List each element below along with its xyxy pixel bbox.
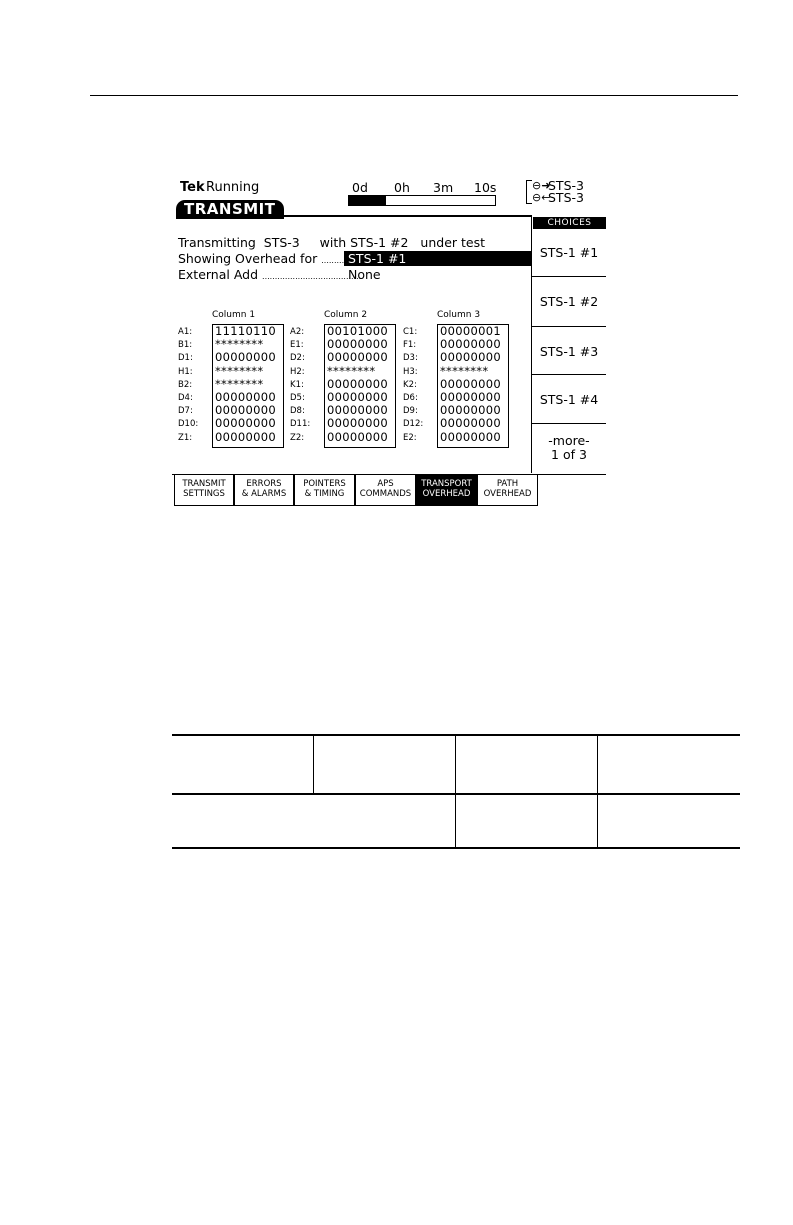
tab-label-line1: TRANSPORT	[421, 479, 472, 489]
overhead-byte-value[interactable]: 00000000	[215, 350, 276, 365]
overhead-byte-value[interactable]: 00000001	[440, 324, 501, 338]
overhead-byte-value[interactable]: 00101000	[327, 324, 388, 338]
overhead-byte-value[interactable]: ********	[327, 363, 376, 378]
overhead-byte-value[interactable]: 00000000	[327, 337, 388, 352]
tab-transport-overhead[interactable]	[416, 474, 477, 506]
overhead-byte-value[interactable]: 00000000	[440, 429, 501, 444]
test-progress-bar	[348, 195, 496, 206]
overhead-byte-value[interactable]: 00000000	[440, 376, 501, 391]
showing-line	[178, 251, 344, 266]
sts1-under-test: with STS-1 #2	[319, 235, 409, 250]
choices-title: CHOICES	[533, 217, 606, 229]
column-title: Column 3	[437, 310, 481, 320]
overhead-byte-value[interactable]: 00000000	[440, 403, 501, 418]
column-title: Column 1	[212, 310, 256, 320]
overhead-byte-value[interactable]: 00000000	[327, 429, 388, 444]
overhead-byte-label: H2:	[290, 366, 305, 377]
overhead-byte-value[interactable]: 00000000	[327, 416, 388, 431]
tab-label-line2: OVERHEAD	[483, 489, 532, 499]
overhead-byte-label: Z1:	[178, 432, 193, 443]
overhead-byte-label: B2:	[178, 379, 193, 390]
tab-transmit-settings[interactable]	[174, 474, 234, 506]
overhead-byte-value[interactable]: 00000000	[440, 416, 501, 431]
choice-divider	[532, 374, 606, 375]
overhead-byte-label: D1:	[178, 353, 193, 364]
transmit-port-icon: ⊖➜	[532, 179, 551, 192]
tab-path-overhead[interactable]	[477, 474, 538, 506]
overhead-byte-label: D4:	[178, 393, 193, 403]
receive-port-icon: ⊖←	[532, 191, 551, 204]
timer-hours: 0h	[394, 180, 410, 195]
instrument-screen	[172, 178, 606, 508]
timer-seconds: 10s	[474, 180, 497, 195]
overhead-byte-label: D3:	[403, 353, 418, 364]
table-bottom-rule	[172, 847, 740, 849]
overhead-byte-value[interactable]: 00000000	[215, 416, 276, 431]
choice-more[interactable]	[532, 434, 606, 462]
overhead-byte-label: Z2:	[290, 432, 305, 443]
tab-label-line2: SETTINGS	[183, 489, 225, 499]
overhead-byte-value[interactable]: 00000000	[215, 429, 276, 444]
tab-label-line1: POINTERS	[303, 479, 346, 489]
showing-value-field[interactable]: STS-1 #1	[344, 251, 532, 266]
overhead-byte-label: E1:	[290, 340, 304, 351]
overhead-byte-label: K2:	[403, 379, 417, 390]
overhead-byte-label: D5:	[290, 393, 305, 403]
tab-label-line2: & TIMING	[304, 489, 345, 499]
run-status: Running	[206, 180, 260, 195]
tab-label-line2: COMMANDS	[359, 489, 412, 499]
overhead-byte-value[interactable]: 00000000	[327, 376, 388, 391]
transmitting-rate: STS-3	[263, 235, 300, 250]
overhead-byte-label: K1:	[290, 379, 304, 390]
tab-label-line1: TRANSMIT	[182, 479, 226, 489]
mode-title-tab: TRANSMIT	[176, 200, 284, 219]
transmitting-line	[178, 235, 485, 250]
more-page: 1 of 3	[551, 447, 587, 462]
choice-divider	[532, 326, 606, 327]
choice-divider	[532, 423, 606, 424]
tab-label-line2: OVERHEAD	[422, 489, 471, 499]
transmitting-label: Transmitting	[178, 235, 256, 250]
tab-label-line1: ERRORS	[246, 479, 282, 489]
overhead-byte-value[interactable]: 00000000	[215, 403, 276, 418]
showing-label: Showing Overhead for	[178, 251, 318, 266]
choice-sts1-2[interactable]: STS-1 #2	[539, 294, 599, 309]
rx-rate: STS-3	[548, 190, 584, 205]
overhead-byte-label: A1:	[178, 327, 193, 337]
tab-label-line2: & ALARMS	[241, 489, 287, 499]
overhead-byte-label: H1:	[178, 366, 193, 377]
overhead-byte-value[interactable]: 00000000	[327, 390, 388, 404]
external-value[interactable]: None	[348, 267, 381, 282]
choice-sts1-3[interactable]: STS-1 #3	[539, 344, 599, 359]
tab-errors-alarms[interactable]	[234, 474, 294, 506]
overhead-byte-value[interactable]: 00000000	[327, 403, 388, 418]
overhead-byte-label: C1:	[403, 327, 418, 337]
overhead-byte-value[interactable]: ********	[215, 376, 264, 391]
overhead-byte-label: F1:	[403, 340, 417, 351]
tab-label-line1: PATH	[496, 479, 519, 489]
overhead-byte-label: D2:	[290, 353, 305, 364]
leader-dots: .......................................	[262, 272, 362, 281]
tab-aps-commands[interactable]	[355, 474, 416, 506]
overhead-byte-value[interactable]: ********	[215, 363, 264, 378]
table-header-rule	[172, 793, 740, 795]
overhead-byte-value[interactable]: 00000000	[440, 337, 501, 352]
overhead-byte-label: E2:	[403, 432, 417, 443]
overhead-byte-value[interactable]: ********	[440, 363, 489, 378]
header-rule	[282, 215, 532, 217]
overhead-byte-label: H3:	[403, 366, 418, 377]
table-divider	[455, 736, 456, 848]
table-divider	[597, 736, 598, 848]
more-label: -more-	[548, 433, 590, 448]
timer-minutes: 3m	[433, 180, 454, 195]
timer-days: 0d	[352, 180, 368, 195]
brand-label: Tek	[180, 180, 205, 195]
page-top-rule	[90, 95, 738, 96]
overhead-byte-label: D11:	[290, 419, 311, 430]
table-top-rule	[172, 734, 740, 736]
overhead-byte-value[interactable]: 00000000	[440, 390, 501, 404]
progress-fill	[349, 196, 386, 205]
table-divider	[313, 736, 314, 794]
overhead-byte-label: D6:	[403, 393, 418, 403]
overhead-byte-value[interactable]: 11110110	[215, 324, 276, 338]
external-label: External Add	[178, 267, 259, 282]
choice-sts1-4[interactable]: STS-1 #4	[539, 392, 599, 407]
overhead-byte-value[interactable]: 00000000	[440, 350, 501, 365]
tx-rate: STS-3	[548, 178, 584, 193]
tab-label-line1: APS	[377, 479, 394, 489]
external-line	[178, 267, 361, 282]
overhead-byte-label: D10:	[178, 419, 199, 430]
overhead-byte-label: D12:	[403, 419, 424, 430]
under-test-label: under test	[420, 235, 486, 250]
overhead-byte-label: D7:	[178, 406, 193, 417]
choice-sts1-1[interactable]: STS-1 #1	[539, 245, 599, 260]
overhead-byte-label: D8:	[290, 406, 305, 417]
overhead-byte-value[interactable]: 00000000	[327, 350, 388, 365]
column-title: Column 2	[324, 310, 368, 320]
choice-divider	[532, 276, 606, 277]
overhead-byte-label: A2:	[290, 327, 305, 337]
overhead-byte-value[interactable]: ********	[215, 337, 264, 352]
leader-dots: .........	[321, 256, 345, 265]
overhead-byte-label: D9:	[403, 406, 418, 417]
tab-pointers-timing[interactable]	[294, 474, 355, 506]
overhead-byte-label: B1:	[178, 340, 193, 351]
overhead-byte-value[interactable]: 00000000	[215, 390, 276, 404]
